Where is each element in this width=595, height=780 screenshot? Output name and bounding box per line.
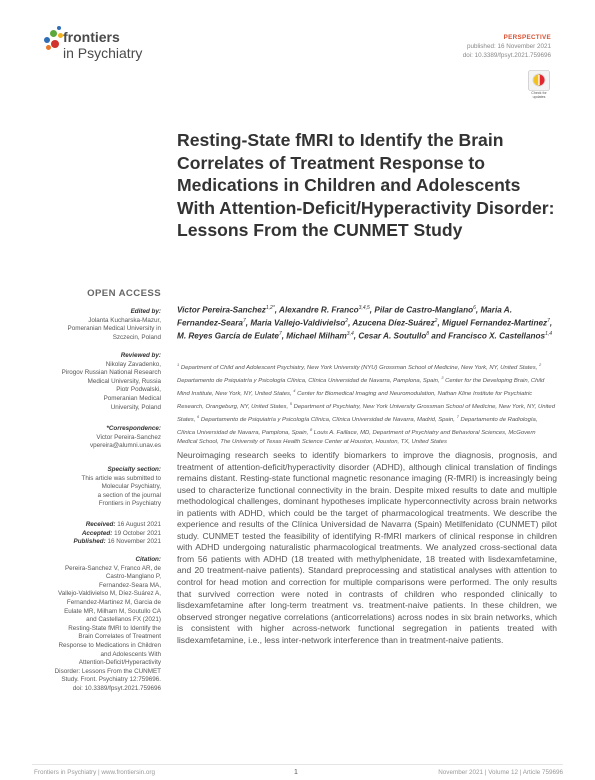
author-affiliation-marker: 3,4,5: [358, 305, 370, 311]
affiliation-text: Department of Child and Adolescent Psychiatry, New York University (NYU) Grossman School of Medicine, New York, NY, United States,: [179, 364, 539, 371]
author-affiliation-marker: 7: [547, 317, 550, 324]
author-name[interactable]: Miguel Fernandez-Martinez: [442, 318, 548, 328]
author-list: Victor Pereira-Sanchez$^{1,2*}$, Alexandre R. Franco$^{3,4,5}$, Pilar de Castro-Manglano$^6$, Maria A. Fernandez-Seara$^7$, Maria Vallejo-Valdivielso$^2$, Azucena Díez-Suárez$^2$, Miguel Fernandez-Martinez$^7$, M. Reyes García de Eulate$^7$, Michael Milham$^{3,4}$, Cesar A. Soutullo$^8$ and Francisco X. Castellanos$^{1,4}$: [177, 305, 553, 341]
affiliation-marker: 4: [293, 388, 296, 394]
author-name[interactable]: Francisco X. Castellanos: [448, 331, 546, 341]
affiliation-text: Departamento de Psiquiatría y Psicología Clínica, Clínica Universidad de Navarra, Madrid, Spain,: [199, 417, 457, 424]
journal-brand-subtitle: in Psychiatry: [63, 45, 143, 61]
correspondence-block: *Correspondence: Victor Pereira-Sanchez vpereira@alumni.unav.es: [31, 425, 161, 451]
footer-journal-link[interactable]: Frontiers in Psychiatry | www.frontiersin.org: [34, 769, 155, 776]
author-name[interactable]: Michael Milham: [286, 331, 347, 341]
reviewed-by-block: Reviewed by: Nikolay Zavadenko, Pirogov Russian National Research Medical University, Russia Piotr Podwalski, Pomeranian Medical University, Poland: [61, 352, 161, 411]
author-name[interactable]: Cesar A. Soutullo: [358, 331, 427, 341]
affiliation-text: Departamento de Radiología, Clínica Universidad de Navarra, Pamplona, Spain,: [177, 417, 538, 437]
author-name[interactable]: Azucena Díez-Suárez: [352, 318, 435, 328]
author-name[interactable]: Maria A. Fernandez-Seara: [177, 305, 512, 328]
author-affiliation-marker: 3,4: [346, 330, 354, 337]
specialty-section-block: Specialty section: This article was submitted to Molecular Psychiatry, a section of the journal Frontiers in Psychiatry: [81, 466, 161, 508]
page-number: 1: [294, 769, 298, 776]
affiliation-text: Departamento de Psiquiatría y Psicología Clínica, Clínica Universidad de Navarra, Pamplona, Spain,: [177, 378, 442, 385]
citation-block: Citation: Pereira-Sanchez V, Franco AR, de Castro-Manglano P, Fernandez-Seara MA, Vallejo-Valdivielso M, Díez-Suárez A, Fernandez-Martinez M, Garcia de Eulate MR, Milham M, Soutullo CA and Castellanos FX (2021) Resting-State fMRI to Identify the Brain Correlates of Treatment Response to Medications in Children and Adolescents With Attention-Deficit/Hyperactivity Disorder: Lessons From the CUNMET Study. Front. Psychiatry 12:759696. doi: 10.3389/fpsyt.2021.759696: [54, 556, 161, 692]
author-affiliation-marker: 6: [473, 305, 476, 311]
affiliation-marker: 8: [309, 427, 313, 433]
affiliation-text: Center for Biomedical Imaging and Neuromodulation, Nathan Kline Institute for Psychiatric Research, Orangeburg, NY, United States,: [177, 391, 533, 411]
edited-by-block: Edited by: Jolanta Kucharska-Mazur, Pomeranian Medical University in Szczecin, Poland: [67, 308, 161, 341]
footer-divider: [32, 764, 563, 765]
affiliations: [177, 360, 557, 447]
doi-link[interactable]: doi: 10.3389/fpsyt.2021.759696: [462, 52, 551, 59]
open-access-label: OPEN ACCESS: [87, 288, 161, 299]
article-meta: [463, 33, 551, 60]
journal-brand-name: frontiers: [63, 29, 120, 45]
author-name[interactable]: Alexandre R. Franco: [279, 305, 359, 315]
article-title: Resting-State fMRI to Identify the Brain Correlates of Treatment Response to Medications in Children and Adolescents With Attention-Deficit/Hyperactivity Disorder: Lessons From the CUNMET Study: [177, 130, 555, 240]
author-affiliation-marker: 7: [242, 317, 246, 324]
check-for-updates-label: Check for updates: [531, 91, 547, 100]
author-name[interactable]: Pilar de Castro-Manglano: [374, 305, 474, 315]
author-name[interactable]: Maria Vallejo-Valdivielso: [250, 318, 346, 328]
affiliation-marker: 5: [289, 401, 292, 407]
author-affiliation-marker: 8: [426, 330, 430, 337]
author-affiliation-marker: 2: [345, 317, 349, 324]
published-date: published: 16 November 2021: [466, 43, 551, 50]
affiliation-marker: 7: [456, 414, 459, 420]
affiliation-text: Louis A. Faillace, MD, Department of Psychiatry and Behavioral Sciences, McGovern Medical School, The University of Texas Health Science Center at Houston, Houston, TX, United States: [177, 430, 536, 446]
author-affiliation-marker: 1,4: [545, 330, 553, 337]
author-affiliation-marker: 1,2*: [265, 305, 275, 311]
affiliation-text: Center for the Developing Brain, Child Mind Institute, New York, NY, United States,: [177, 378, 545, 398]
affiliation-marker: 2: [538, 362, 542, 367]
article-type: PERSPECTIVE: [503, 34, 551, 41]
affiliation-marker: 3: [441, 375, 444, 381]
affiliation-marker: 1: [177, 362, 180, 367]
affiliation-marker: 6: [196, 414, 200, 420]
abstract-text: Neuroimaging research seeks to identify biomarkers to improve the diagnosis, prognosis, and treatment of attention-deficit/hyperactivity disorder (ADHD), although clinical translation of findings remains distant. Resting-state functional magnetic resonance imaging (R-fMRI) is increasingly being used to characterize functional connectivity in the brain. Despite mixed results to date and multiple methodological challenges, dominant hypotheses implicate hyperconnectivity across brain networks in patients with ADHD, which could be the target of pharmacological treatments. We describe the experience and results of the Clínica Universidad de Navarra (Spain) Metilfenidato (CUNMET) pilot study. CUNMET tested the feasibility of identifying R-fMRI markers of clinical response in children with ADHD undergoing naturalistic pharmacological treatments. We analyzed cross-sectional data from 56 patients with ADHD (18 treated with methylphenidate, 18 treated with lisdexamfetamine, and 20 treatment-naive patients). Standard preprocessing and statistical analyses with attention to control for head motion and correction for multiple comparisons were performed. The only results that survived correction were noted in contrasts of children who responded clinically to lisdexamfetamine after long-term treatment vs. treatment-naive patients. In these children, we observed stronger negative correlations (anticorrelations) across nodes in six brain networks, which is consistent with higher across-network functional segregation in patients treated with lisdexamfetamine, i.e., less inter-network interference than in treatment-naive patients.: [177, 450, 557, 645]
author-name[interactable]: M. Reyes García de Eulate: [177, 331, 279, 341]
affiliation-text: Department of Psychiatry, New York University Grossman School of Medicine, New York, NY, United States,: [177, 404, 555, 424]
author-affiliation-marker: 2: [434, 317, 438, 324]
footer-issue-info: November 2021 | Volume 12 | Article 759696: [438, 769, 563, 776]
correspondence-email[interactable]: vpereira@alumni.unav.es: [89, 442, 161, 450]
dates-block: Received: 16 August 2021 Accepted: 19 October 2021 Published: 16 November 2021: [73, 521, 161, 546]
author-name[interactable]: Victor Pereira-Sanchez: [177, 305, 266, 315]
author-affiliation-marker: 7: [278, 330, 282, 337]
